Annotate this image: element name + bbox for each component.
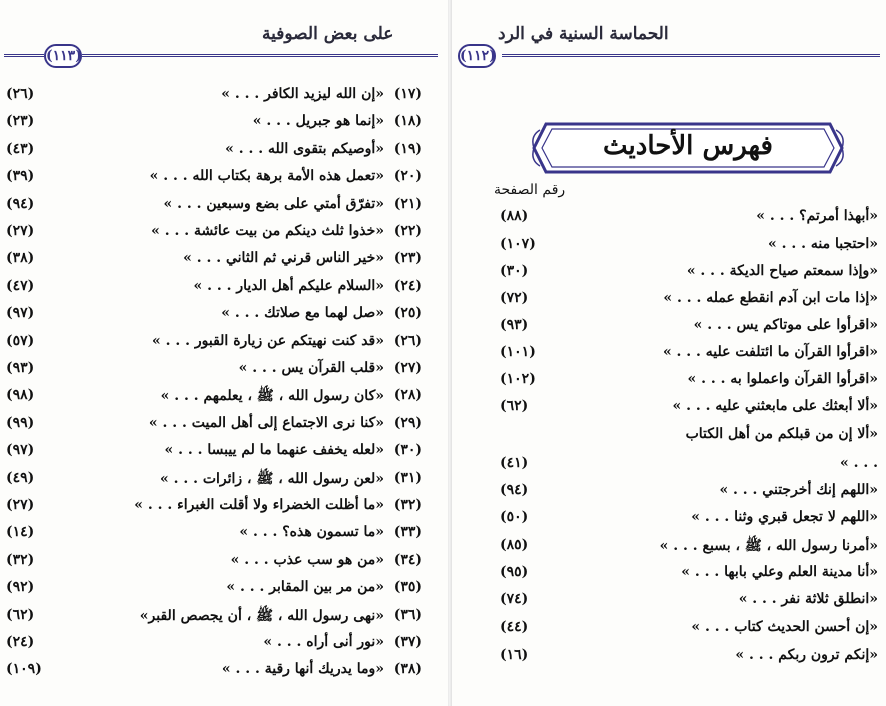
page-ref: (٩٣) <box>500 317 529 333</box>
index-row <box>452 537 886 563</box>
page-ref: (١٦) <box>500 647 529 663</box>
page-ref: (٢٧) <box>6 497 35 513</box>
index-row <box>0 141 448 167</box>
page-ref: (٤٧) <box>6 277 35 294</box>
hadith-text: «ما تسمون هذه؟ . . . » <box>239 524 384 541</box>
entry-number: (١٩) <box>393 140 422 157</box>
hadith-text: «صل لهما مع صلاتك . . . » <box>221 305 384 322</box>
hadith-text: «قلب القرآن يس . . . » <box>238 360 384 376</box>
header-rule <box>4 54 44 57</box>
page-ref: (٩٧) <box>6 442 35 459</box>
index-row <box>0 113 448 139</box>
page-ref: (٨٥) <box>500 537 529 553</box>
entry-number: (٢٨) <box>393 387 422 404</box>
hadith-text: . . . » <box>840 455 878 471</box>
index-row <box>0 223 448 249</box>
hadith-text: «نهى رسول الله ، ﷺ ، أن يجصص القبر» <box>139 607 384 624</box>
entry-number: (٢٦) <box>393 332 422 349</box>
hadith-text: «إنما هو جبريل . . . » <box>252 113 384 130</box>
index-row <box>0 196 448 222</box>
index-row <box>452 647 886 673</box>
page-ref: (٣٨) <box>6 250 35 267</box>
page-ref: (١٤) <box>6 524 35 541</box>
entry-number: (٣١) <box>393 469 422 486</box>
entry-number: (٢٧) <box>393 360 422 376</box>
hadith-text: «خذوا ثلث دينكم من بيت عائشة . . . » <box>151 223 384 239</box>
hadith-text: «كنا نرى الاجتماع إلى أهل الميت . . . » <box>148 414 384 431</box>
hadith-text: «لعن رسول الله ، ﷺ ، زائرات . . . » <box>159 470 384 487</box>
hadith-text: «أوصيكم بتقوى الله . . . » <box>225 140 384 157</box>
index-row <box>0 305 448 331</box>
page-ref: (٥٧) <box>6 332 35 349</box>
index-row <box>452 509 886 535</box>
page-ref: (٩٧) <box>6 305 35 322</box>
page-number: (١١٣) <box>44 44 82 68</box>
index-row <box>0 333 448 359</box>
page-ref: (٣٩) <box>6 168 35 185</box>
entry-number: (٢٥) <box>393 305 422 322</box>
entry-number: (٢١) <box>393 195 422 212</box>
hadith-text: «إذا مات ابن آدم انقطع عمله . . . » <box>663 290 878 306</box>
entry-number: (٢٣) <box>393 250 422 267</box>
page-ref: (٩٤) <box>500 482 529 498</box>
page-ref: (٩٩) <box>6 414 35 431</box>
page-ref: (٢٤) <box>6 634 35 650</box>
header-rule <box>502 54 880 57</box>
page-ref: (١٠٩) <box>6 661 42 678</box>
page-ref: (٤٣) <box>6 140 35 157</box>
hadith-text: «ألا إن من قبلكم من أهل الكتاب <box>685 426 878 442</box>
index-row <box>452 426 886 452</box>
hadith-text: «اللهم لا تجعل قبري وثنا . . . » <box>691 509 878 525</box>
page-ref: (٤٤) <box>500 619 529 635</box>
hadith-text: «اللهم إنك أخرجتني . . . » <box>719 482 878 498</box>
hadith-text: «اقرأوا على موتاكم يس . . . » <box>693 317 878 333</box>
page-ref: (٩٥) <box>500 564 529 580</box>
index-row <box>452 455 886 481</box>
page-ref: (٤١) <box>500 455 529 471</box>
index-row <box>0 524 448 550</box>
index-row <box>452 263 886 289</box>
right-page <box>452 0 886 706</box>
index-row <box>452 371 886 397</box>
index-row <box>0 552 448 578</box>
page-ref: (٩٨) <box>6 387 35 404</box>
index-row <box>0 661 448 687</box>
hadith-text: «احتجبا منه . . . » <box>767 236 878 252</box>
entry-number: (٢٢) <box>393 223 422 239</box>
index-row <box>0 278 448 304</box>
index-row <box>452 564 886 590</box>
hadith-text: «السلام عليكم أهل الديار . . . » <box>193 277 384 294</box>
index-row <box>0 579 448 605</box>
hadith-text: «أنا مدينة العلم وعلي بابها . . . » <box>681 564 878 580</box>
index-row <box>452 482 886 508</box>
hadith-text: «نور أنى أراه . . . » <box>263 634 384 650</box>
index-row <box>452 236 886 262</box>
hadith-text: «تفرّق أمتي على بضع وسبعين . . . » <box>163 195 384 212</box>
index-row <box>0 250 448 276</box>
index-title-banner <box>532 118 844 178</box>
entry-number: (٣٧) <box>393 634 422 650</box>
page-ref: (٩٤) <box>6 195 35 212</box>
index-row <box>0 415 448 441</box>
index-row <box>0 86 448 112</box>
running-header: الحماسة السنية في الرد <box>498 24 669 44</box>
entry-number: (٣٨) <box>393 661 422 678</box>
hadith-text: «إنكم ترون ربكم . . . » <box>735 647 878 663</box>
index-row <box>0 470 448 496</box>
page-ref: (٤٩) <box>6 469 35 486</box>
entry-number: (٢٤) <box>393 277 422 294</box>
entry-number: (٢٠) <box>393 168 422 185</box>
hadith-text: «ألا أبعثك على مابعثني عليه . . . » <box>672 398 878 414</box>
page-ref: (٥٠) <box>500 509 529 525</box>
entry-number: (٢٩) <box>393 414 422 431</box>
page-ref: (٣٢) <box>6 551 35 568</box>
entry-number: (٣٦) <box>393 606 422 623</box>
page-ref: (١٠٧) <box>500 236 536 252</box>
page-ref: (٨٨) <box>500 208 529 224</box>
hadith-text: «وإذا سمعتم صياح الديكة . . . » <box>686 263 878 279</box>
entry-number: (١٧) <box>393 86 422 102</box>
page-ref: (٩٢) <box>6 579 35 596</box>
index-row <box>0 607 448 633</box>
index-row <box>452 398 886 424</box>
page-ref: (٩٣) <box>6 360 35 376</box>
hadith-text: «وما يدريك أنها رقية . . . » <box>221 661 384 678</box>
hadith-text: «أبهذا أمرتم؟ . . . » <box>756 208 878 224</box>
hadith-text: «كان رسول الله ، ﷺ ، يعلمهم . . . » <box>160 388 384 405</box>
hadith-text: «أمرنا رسول الله ، ﷺ ، بسبع . . . » <box>659 538 878 554</box>
entry-number: (٣٣) <box>393 524 422 541</box>
hadith-text: «خير الناس قرني ثم الثاني . . . » <box>183 250 384 267</box>
hadith-text: «من هو سب عذب . . . » <box>230 551 384 568</box>
hadith-text: «انطلق ثلاثة نفر . . . » <box>738 591 878 607</box>
hadith-text: «ما أظلت الخضراء ولا أقلت الغبراء . . . » <box>134 497 384 513</box>
index-row <box>452 344 886 370</box>
page-ref: (٧٤) <box>500 591 529 607</box>
index-row <box>452 290 886 316</box>
page-ref: (٢٦) <box>6 86 35 102</box>
entry-number: (١٨) <box>393 113 422 130</box>
entry-number: (٣٢) <box>393 497 422 513</box>
hadith-text: «اقرأوا القرآن واعملوا به . . . » <box>687 371 878 387</box>
index-row <box>0 168 448 194</box>
page-ref: (٧٢) <box>500 290 529 306</box>
index-row <box>452 591 886 617</box>
page-number-column-label: رقم الصفحة <box>494 182 566 198</box>
hadith-text: «من مر بين المقابر . . . » <box>226 579 384 596</box>
page-ref: (١٠١) <box>500 344 536 360</box>
index-title: فهرس الأحاديث <box>603 131 773 161</box>
page-ref: (٦٢) <box>6 606 35 623</box>
index-row <box>0 387 448 413</box>
index-row <box>0 634 448 660</box>
page-number: (١١٢) <box>458 44 496 68</box>
hadith-text: «اقرأوا القرآن ما ائتلفت عليه . . . » <box>662 344 878 360</box>
index-row <box>0 497 448 523</box>
page-ref: (١٠٢) <box>500 371 536 387</box>
hadith-text: «إن أحسن الحديث كتاب . . . » <box>691 619 878 635</box>
running-header: على بعض الصوفية <box>262 24 394 44</box>
header-rule <box>82 54 438 57</box>
hadith-text: «قد كنت نهيتكم عن زيارة القبور . . . » <box>152 332 384 349</box>
index-row <box>0 442 448 468</box>
hadith-text: «تعمل هذه الأمة برهة بكتاب الله . . . » <box>149 168 384 185</box>
page-ref: (٢٧) <box>6 223 35 239</box>
index-row <box>452 208 886 234</box>
hadith-text: «إن الله ليزيد الكافر . . . » <box>221 86 384 102</box>
page-ref: (٦٢) <box>500 398 529 414</box>
index-row <box>452 317 886 343</box>
page-ref: (٢٣) <box>6 113 35 130</box>
index-row <box>0 360 448 386</box>
entry-number: (٣٠) <box>393 442 422 459</box>
page-ref: (٣٠) <box>500 263 529 279</box>
entry-number: (٣٤) <box>393 551 422 568</box>
hadith-text: «لعله يخفف عنهما ما لم ييبسا . . . » <box>164 442 384 459</box>
index-row <box>452 619 886 645</box>
entry-number: (٣٥) <box>393 579 422 596</box>
